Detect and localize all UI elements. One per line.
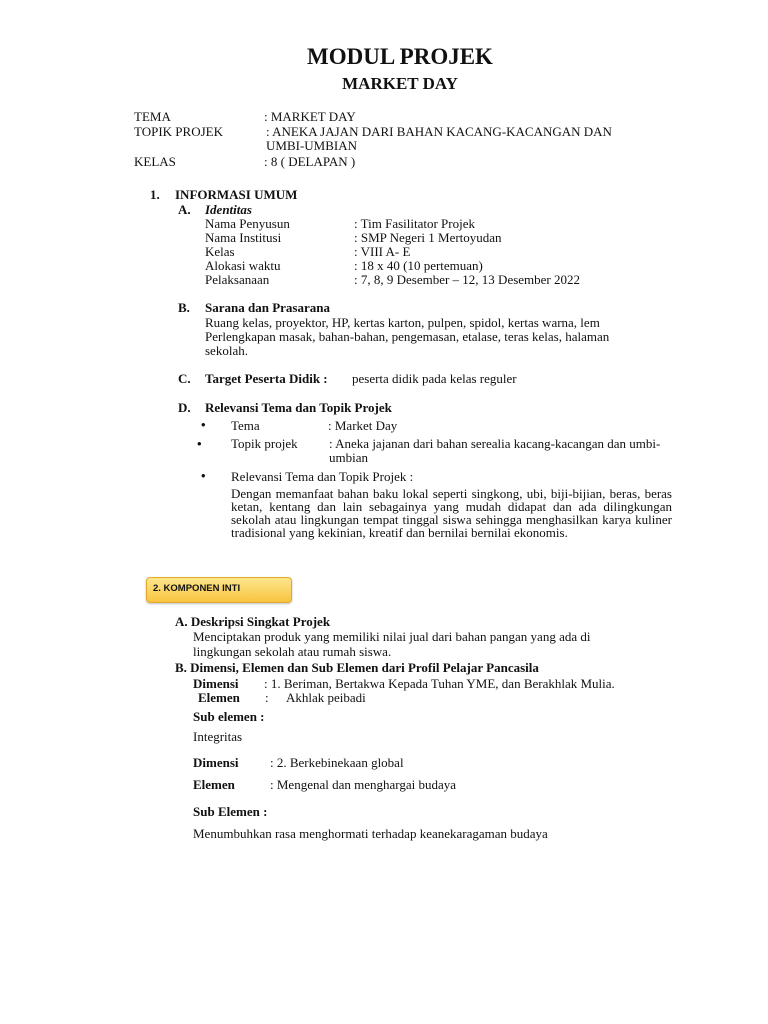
topik-value-1: : ANEKA JAJAN DARI BAHAN KACANG-KACANGAN DAN — [266, 124, 612, 139]
elemen1-value: Akhlak peibadi — [286, 690, 366, 705]
page-subtitle: MARKET DAY — [342, 74, 458, 93]
elemen2-value: : Mengenal dan menghargai budaya — [270, 777, 457, 792]
identitas-label: Kelas — [205, 244, 235, 259]
target-text: peserta didik pada kelas reguler — [352, 371, 517, 386]
dimensi1-label: Dimensi — [193, 676, 239, 691]
relevansi-label: Relevansi Tema dan Topik Projek : — [231, 469, 414, 484]
identitas-label: Alokasi waktu — [205, 258, 281, 273]
subelemen1-label: Sub elemen : — [193, 709, 265, 724]
section1-number: 1. — [150, 187, 160, 202]
section1-c-letter: C. — [178, 371, 191, 386]
section1-heading: INFORMASI UMUM — [175, 187, 298, 202]
identitas-label: Pelaksanaan — [205, 272, 270, 287]
bullet-icon: • — [197, 436, 202, 451]
elemen1-colon: : — [265, 690, 269, 705]
identitas-value: : 18 x 40 (10 pertemuan) — [354, 258, 483, 273]
identitas-label: Nama Institusi — [205, 230, 282, 245]
sarana-line: Ruang kelas, proyektor, HP, kertas karton, pulpen, spidol, kertas warna, lem — [205, 315, 600, 330]
relevansi-topik-label: Topik projek — [231, 436, 298, 451]
dimensi2-value: : 2. Berkebinekaan global — [270, 755, 404, 770]
deskripsi-heading: A. Deskripsi Singkat Projek — [175, 614, 331, 629]
section1-d-letter: D. — [178, 400, 191, 415]
dimensi1-value: : 1. Beriman, Bertakwa Kepada Tuhan YME, dan Berakhlak Mulia. — [264, 676, 615, 691]
section1-c-title: Target Peserta Didik : — [205, 371, 328, 386]
elemen2-label: Elemen — [193, 777, 235, 792]
bullet-icon: • — [201, 417, 206, 432]
identitas-value: : Tim Fasilitator Projek — [354, 216, 475, 231]
relevansi-topik-value-2: umbian — [329, 450, 368, 465]
bullet-icon: • — [201, 468, 206, 483]
page-title: MODUL PROJEK — [307, 44, 493, 69]
subelemen2-label: Sub Elemen : — [193, 804, 268, 819]
subelemen2-value: Menumbuhkan rasa menghormati terhadap keanekaragaman budaya — [193, 826, 548, 841]
tema-value: : MARKET DAY — [264, 109, 356, 124]
subelemen1-value: Integritas — [193, 729, 243, 744]
section1-a-letter: A. — [178, 202, 191, 217]
topik-label: TOPIK PROJEK — [134, 124, 223, 139]
deskripsi-line: lingkungan sekolah atau rumah siswa. — [193, 644, 392, 659]
relevansi-tema-label: Tema — [231, 418, 260, 433]
deskripsi-line: Menciptakan produk yang memiliki nilai jual dari bahan pangan yang ada di — [193, 629, 591, 644]
elemen1-label: Elemen — [198, 690, 240, 705]
identitas-value: : VIII A- E — [354, 244, 411, 259]
section1-a-title: Identitas — [205, 202, 252, 217]
relevansi-tema-value: : Market Day — [328, 418, 398, 433]
komponen-inti-label: 2. KOMPONEN INTI — [153, 583, 241, 594]
relevansi-topik-value-1: : Aneka jajanan dari bahan serealia kacang-kacangan dan umbi- — [329, 436, 661, 451]
dimensi2-label: Dimensi — [193, 755, 239, 770]
sarana-line: Perlengkapan masak, bahan-bahan, pengemasan, etalase, teras kelas, halaman — [205, 329, 610, 344]
section1-b-title: Sarana dan Prasarana — [205, 300, 330, 315]
topik-value-2: UMBI-UMBIAN — [266, 138, 357, 153]
identitas-label: Nama Penyusun — [205, 216, 290, 231]
kelas-label: KELAS — [134, 154, 176, 169]
relevansi-paragraph: Dengan memanfaat bahan baku lokal seperti singkong, ubi, biji-bijian, beras, beras ketan, kentang dan lain sebagainya yang mudah didapat dan ada dilingkungan sekolah atau lingkungan tempat tinggal siswa sehingga menghasilkan karya kuliner tradisional yang kekinian, kreatif dan bernilai bernilai ekonomis. — [231, 486, 672, 540]
identitas-value: : SMP Negeri 1 Mertoyudan — [354, 230, 502, 245]
tema-label: TEMA — [134, 109, 171, 124]
identitas-value: : 7, 8, 9 Desember – 12, 13 Desember 2022 — [354, 272, 581, 287]
section1-b-letter: B. — [178, 300, 190, 315]
komponen-inti-badge — [146, 577, 292, 603]
section1-d-title: Relevansi Tema dan Topik Projek — [205, 400, 392, 415]
dimensi-heading: B. Dimensi, Elemen dan Sub Elemen dari Profil Pelajar Pancasila — [175, 660, 539, 675]
sarana-line: sekolah. — [205, 343, 248, 358]
kelas-value: : 8 ( DELAPAN ) — [264, 154, 356, 169]
